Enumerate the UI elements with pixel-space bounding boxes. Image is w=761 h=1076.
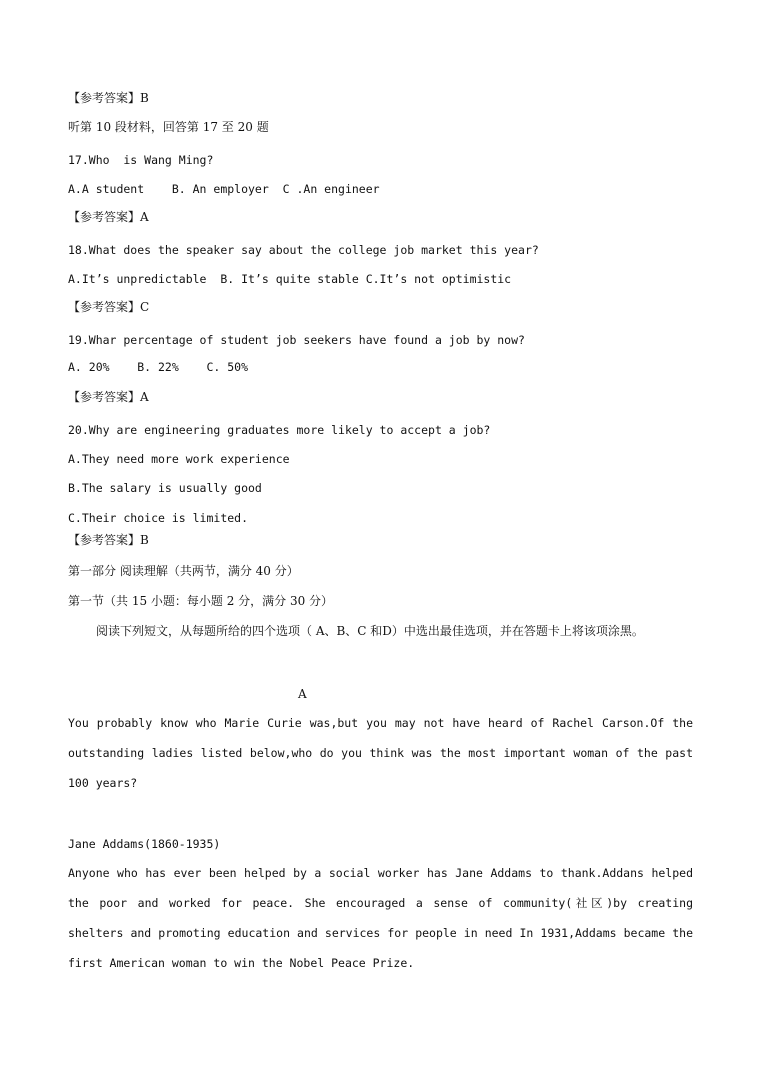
- section-10-intro: 听第 10 段材料，回答第 17 至 20 题: [68, 120, 269, 134]
- person-name-jane-addams: Jane Addams(1860-1935): [68, 837, 221, 851]
- question-20-stem: 20.Why are engineering graduates more likely to accept a job?: [68, 423, 491, 437]
- answer-20: 【参考答案】B: [68, 533, 149, 547]
- question-17-stem: 17.Who is Wang Ming?: [68, 153, 214, 167]
- question-19-options: A. 20% B. 22% C. 50%: [68, 360, 249, 374]
- person-description-jane-addams: Anyone who has ever been helped by a social worker has Jane Addams to thank.Addans helped the poor and worked for peace. She encouraged a sense of community(社区)by creating shelters and promoting education and services for people in need In 1931,Addams became the first American woman to win the Nobel Peace Prize.: [68, 866, 693, 970]
- question-20-option-c: C.Their choice is limited.: [68, 511, 249, 525]
- answer-17: 【参考答案】A: [68, 210, 149, 224]
- section-title: 第一节（共 15 小题：每小题 2 分，满分 30 分）: [68, 594, 334, 608]
- question-17-options: A.A student B. An employer C .An engineer: [68, 182, 380, 196]
- passage-label: A: [298, 687, 307, 701]
- question-20-option-a: A.They need more work experience: [68, 452, 290, 466]
- answer-18: 【参考答案】C: [68, 300, 150, 314]
- answer-19: 【参考答案】A: [68, 390, 149, 404]
- passage-intro: You probably know who Marie Curie was,but you may not have heard of Rachel Carson.Of the outstanding ladies listed below,who do you think was the most important woman of the past 100 years?: [68, 716, 693, 790]
- question-18-options: A.It’s unpredictable B. It’s quite stable C.It’s not optimistic: [68, 272, 512, 286]
- question-18-stem: 18.What does the speaker say about the college job market this year?: [68, 243, 539, 257]
- question-20-option-b: B.The salary is usually good: [68, 481, 262, 495]
- question-19-stem: 19.Whar percentage of student job seekers have found a job by now?: [68, 333, 525, 347]
- reading-instruction: 阅读下列短文，从每题所给的四个选项（ A、B、C 和D）中选出最佳选项，并在答题卡上将该项涂黑。: [96, 624, 644, 638]
- answer-16: 【参考答案】B: [68, 91, 149, 105]
- part-title: 第一部分 阅读理解（共两节，满分 40 分）: [68, 564, 299, 578]
